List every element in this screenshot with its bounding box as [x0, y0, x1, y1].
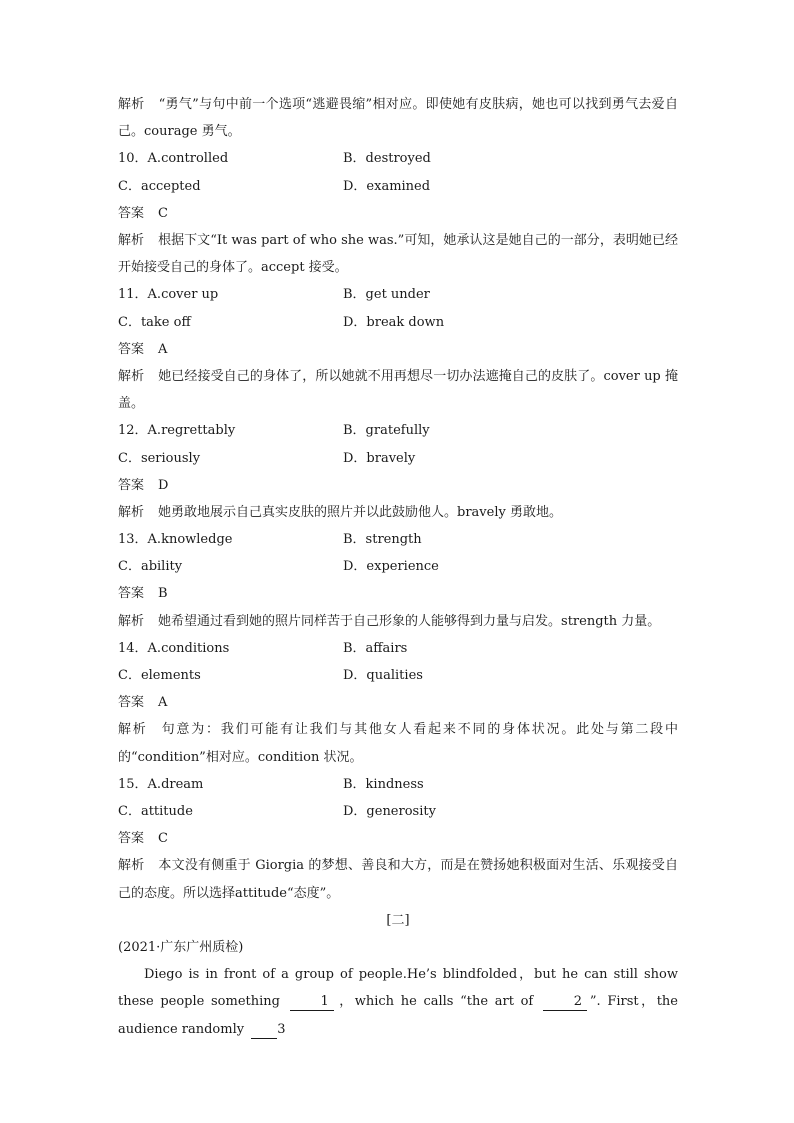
q11-explanation-text: 她已经接受自己的身体了，所以她就不用再想尽一切办法遮掩自己的皮肤了。cover up 掩盖。 [118, 368, 678, 412]
q12-options-row2 [118, 445, 678, 472]
q14-options-row1 [118, 635, 678, 662]
q15-option-c: C．attitude [118, 804, 193, 820]
explanation-label: 解析 [118, 858, 145, 874]
document-body [118, 91, 678, 1043]
q15-option-a: 15．A.dream [118, 776, 204, 792]
q14-option-b: B．affairs [343, 640, 408, 656]
q10-options-row2 [118, 173, 678, 200]
q13-explanation-text: 她希望通过看到她的照片同样苦于自己形象的人能够得到力量与启发。strength 力量。 [158, 613, 661, 629]
q10-explanation [118, 227, 678, 281]
q13-option-d: D．experience [343, 559, 439, 575]
blank-2: 2 [543, 994, 587, 1011]
q14-option-c: C．elements [118, 668, 201, 684]
q11-option-c: C．take off [118, 314, 191, 330]
q14-answer [118, 689, 678, 716]
q10-answer-value: C [158, 205, 168, 221]
q12-explanation [118, 499, 678, 526]
explanation-label: 解析 [118, 722, 148, 738]
passage-text-2: ，which he calls “the art of [336, 994, 540, 1010]
q14-explanation [118, 716, 678, 770]
explanation-label: 解析 [118, 504, 145, 520]
q12-option-b: B．gratefully [343, 423, 430, 439]
blank-3: 3 [251, 1022, 277, 1039]
q10-option-c: C．accepted [118, 178, 201, 194]
q14-option-d: D．qualities [343, 668, 423, 684]
q15-explanation [118, 852, 678, 906]
answer-label: 答案 [118, 586, 145, 602]
q15-option-d: D．generosity [343, 804, 436, 820]
q12-options-row1 [118, 417, 678, 444]
answer-label: 答案 [118, 205, 145, 221]
explanation-label: 解析 [118, 97, 145, 112]
explanation-label: 解析 [118, 368, 145, 384]
q13-options-row1 [118, 526, 678, 553]
q15-option-b: B．kindness [343, 776, 424, 792]
q14-explanation-text: 句意为：我们可能有让我们与其他女人看起来不同的身体状况。此处与第二段中的“condition”相对应。condition 状况。 [118, 722, 678, 765]
answer-label: 答案 [118, 695, 145, 711]
q15-answer-value: C [158, 831, 168, 847]
q12-answer-value: D [158, 477, 169, 493]
q12-answer [118, 472, 678, 499]
answer-label: 答案 [118, 341, 145, 357]
q12-explanation-text: 她勇敢地展示自己真实皮肤的照片并以此鼓励他人。bravely 勇敢地。 [158, 504, 562, 520]
q10-option-b: B．destroyed [343, 151, 431, 167]
source-citation: (2021·广东广州质检) [118, 940, 244, 955]
q10-answer [118, 200, 678, 227]
q11-option-a: 11．A.cover up [118, 287, 219, 303]
explanation-label: 解析 [118, 613, 145, 629]
q10-options-row1 [118, 145, 678, 172]
q11-explanation [118, 363, 678, 417]
q10-explanation-text: 根据下文“It was part of who she was.”可知，她承认这是她自己的一部分，表明她已经开始接受自己的身体了。accept 接受。 [118, 232, 678, 276]
q11-answer-value: A [158, 341, 168, 357]
section-title: [二] [386, 912, 410, 928]
q13-option-a: 13．A.knowledge [118, 532, 233, 548]
q12-option-d: D．bravely [343, 450, 416, 466]
passage-paragraph [118, 961, 678, 1043]
passage-text-1: Diego is in front of a group of people.He’s blindfolded，but he can still show these people something [118, 967, 678, 1010]
q11-answer [118, 336, 678, 363]
q12-option-c: C．seriously [118, 450, 201, 466]
q13-explanation [118, 608, 678, 635]
q10-option-a: 10．A.controlled [118, 151, 229, 167]
q10-option-d: D．examined [343, 178, 431, 194]
q9-explanation [118, 91, 678, 145]
q9-explanation-text: “勇气”与句中前一个选项“逃避畏缩”相对应。即使她有皮肤病，她也可以找到勇气去爱自己。courage 勇气。 [118, 97, 678, 140]
q12-option-a: 12．A.regrettably [118, 423, 236, 439]
q13-option-b: B．strength [343, 532, 422, 548]
q11-option-b: B．get under [343, 287, 430, 303]
passage-text-3: ”. First，the audience randomly [118, 994, 679, 1037]
explanation-label: 解析 [118, 232, 145, 248]
q11-options-row1 [118, 281, 678, 308]
q13-answer [118, 580, 678, 607]
answer-label: 答案 [118, 831, 145, 847]
q15-options-row2 [118, 798, 678, 825]
q14-answer-value: A [158, 695, 168, 711]
q13-option-c: C．ability [118, 559, 183, 575]
q13-options-row2 [118, 553, 678, 580]
q11-options-row2 [118, 309, 678, 336]
q15-answer [118, 825, 678, 852]
answer-label: 答案 [118, 477, 145, 493]
q15-options-row1 [118, 771, 678, 798]
q14-option-a: 14．A.conditions [118, 640, 230, 656]
blank-1: 1 [290, 994, 334, 1011]
q15-explanation-text: 本文没有侧重于 Giorgia 的梦想、善良和大方，而是在赞扬她积极面对生活、乐观接受自己的态度。所以选择attitude“态度”。 [118, 858, 678, 901]
q13-answer-value: B [158, 586, 168, 602]
q11-option-d: D．break down [343, 314, 445, 330]
q14-options-row2 [118, 662, 678, 689]
